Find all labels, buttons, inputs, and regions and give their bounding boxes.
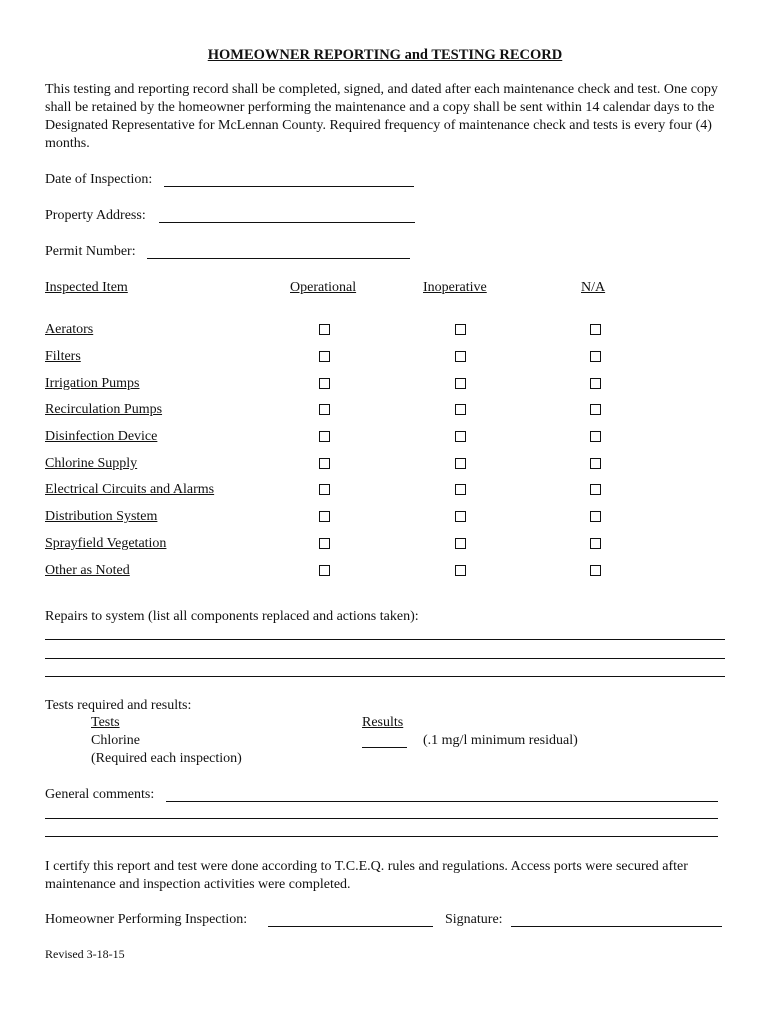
repairs-line-2[interactable] bbox=[45, 658, 725, 659]
date-field[interactable] bbox=[164, 186, 414, 187]
item-electrical-circuits: Electrical Circuits and Alarms bbox=[45, 482, 215, 497]
item-distribution-system: Distribution System bbox=[45, 509, 158, 524]
header-operational: Operational bbox=[290, 280, 357, 295]
aerators-inoperative-checkbox[interactable] bbox=[455, 324, 466, 335]
header-inspected-item: Inspected Item bbox=[45, 280, 128, 295]
repairs-label: Repairs to system (list all components replaced and actions taken): bbox=[45, 609, 419, 624]
disinfection-device-na-checkbox[interactable] bbox=[590, 431, 601, 442]
sprayfield-vegetation-na-checkbox[interactable] bbox=[590, 538, 601, 549]
homeowner-label: Homeowner Performing Inspection: bbox=[45, 912, 248, 927]
irrigation-pumps-na-checkbox[interactable] bbox=[590, 378, 601, 389]
electrical-circuits-na-checkbox[interactable] bbox=[590, 484, 601, 495]
other-inoperative-checkbox[interactable] bbox=[455, 565, 466, 576]
other-operational-checkbox[interactable] bbox=[319, 565, 330, 576]
header-na: N/A bbox=[581, 280, 606, 295]
result-note: (.1 mg/l minimum residual) bbox=[423, 733, 578, 748]
disinfection-device-operational-checkbox[interactable] bbox=[319, 431, 330, 442]
item-filters: Filters bbox=[45, 349, 81, 364]
address-field[interactable] bbox=[159, 222, 415, 223]
irrigation-pumps-operational-checkbox[interactable] bbox=[319, 378, 330, 389]
distribution-system-na-checkbox[interactable] bbox=[590, 511, 601, 522]
revised-date: Revised 3-18-15 bbox=[45, 947, 125, 961]
date-label: Date of Inspection: bbox=[45, 172, 153, 187]
permit-label: Permit Number: bbox=[45, 244, 136, 259]
chlorine-supply-inoperative-checkbox[interactable] bbox=[455, 458, 466, 469]
item-chlorine-supply: Chlorine Supply bbox=[45, 456, 138, 471]
tests-label: Tests required and results: bbox=[45, 698, 192, 713]
signature-label: Signature: bbox=[445, 912, 503, 927]
comments-line-1[interactable] bbox=[166, 801, 718, 802]
filters-inoperative-checkbox[interactable] bbox=[455, 351, 466, 362]
item-irrigation-pumps: Irrigation Pumps bbox=[45, 376, 140, 391]
disinfection-device-inoperative-checkbox[interactable] bbox=[455, 431, 466, 442]
item-sprayfield-vegetation: Sprayfield Vegetation bbox=[45, 536, 167, 551]
signature-field[interactable] bbox=[511, 926, 722, 927]
aerators-na-checkbox[interactable] bbox=[590, 324, 601, 335]
chlorine-result-field[interactable] bbox=[362, 747, 407, 748]
irrigation-pumps-inoperative-checkbox[interactable] bbox=[455, 378, 466, 389]
chlorine-supply-na-checkbox[interactable] bbox=[590, 458, 601, 469]
test-note: (Required each inspection) bbox=[91, 751, 242, 766]
intro-paragraph: This testing and reporting record shall be completed, signed, and dated after each maintenance check and test. One copy shall be retained by the homeowner performing the maintenance and a copy shall be sent within 14 calendar days to the Designated Representative for McLennan County. Required frequency of maintenance check and tests is every four (4) months. bbox=[45, 82, 718, 151]
sprayfield-vegetation-operational-checkbox[interactable] bbox=[319, 538, 330, 549]
distribution-system-inoperative-checkbox[interactable] bbox=[455, 511, 466, 522]
distribution-system-operational-checkbox[interactable] bbox=[319, 511, 330, 522]
sprayfield-vegetation-inoperative-checkbox[interactable] bbox=[455, 538, 466, 549]
filters-na-checkbox[interactable] bbox=[590, 351, 601, 362]
electrical-circuits-operational-checkbox[interactable] bbox=[319, 484, 330, 495]
permit-field[interactable] bbox=[147, 258, 410, 259]
homeowner-name-field[interactable] bbox=[268, 926, 433, 927]
chlorine-supply-operational-checkbox[interactable] bbox=[319, 458, 330, 469]
comments-line-3[interactable] bbox=[45, 836, 718, 837]
repairs-line-3[interactable] bbox=[45, 676, 725, 677]
aerators-operational-checkbox[interactable] bbox=[319, 324, 330, 335]
address-label: Property Address: bbox=[45, 208, 146, 223]
form-title: HOMEOWNER REPORTING and TESTING RECORD bbox=[207, 47, 563, 63]
recirculation-pumps-inoperative-checkbox[interactable] bbox=[455, 404, 466, 415]
certification-text: I certify this report and test were done according to T.C.E.Q. rules and regulations. Access ports were secured after maintenance and inspection activities were completed. bbox=[45, 859, 688, 892]
test-chlorine: Chlorine bbox=[91, 733, 140, 748]
item-recirculation-pumps: Recirculation Pumps bbox=[45, 402, 163, 417]
tests-header: Tests bbox=[91, 715, 120, 730]
header-inoperative: Inoperative bbox=[423, 280, 487, 295]
filters-operational-checkbox[interactable] bbox=[319, 351, 330, 362]
item-aerators: Aerators bbox=[45, 322, 94, 337]
item-other-as-noted: Other as Noted bbox=[45, 563, 130, 578]
results-header: Results bbox=[362, 715, 404, 730]
electrical-circuits-inoperative-checkbox[interactable] bbox=[455, 484, 466, 495]
comments-label: General comments: bbox=[45, 787, 155, 802]
item-disinfection-device: Disinfection Device bbox=[45, 429, 158, 444]
recirculation-pumps-na-checkbox[interactable] bbox=[590, 404, 601, 415]
repairs-line-1[interactable] bbox=[45, 639, 725, 640]
recirculation-pumps-operational-checkbox[interactable] bbox=[319, 404, 330, 415]
other-na-checkbox[interactable] bbox=[590, 565, 601, 576]
comments-line-2[interactable] bbox=[45, 818, 718, 819]
